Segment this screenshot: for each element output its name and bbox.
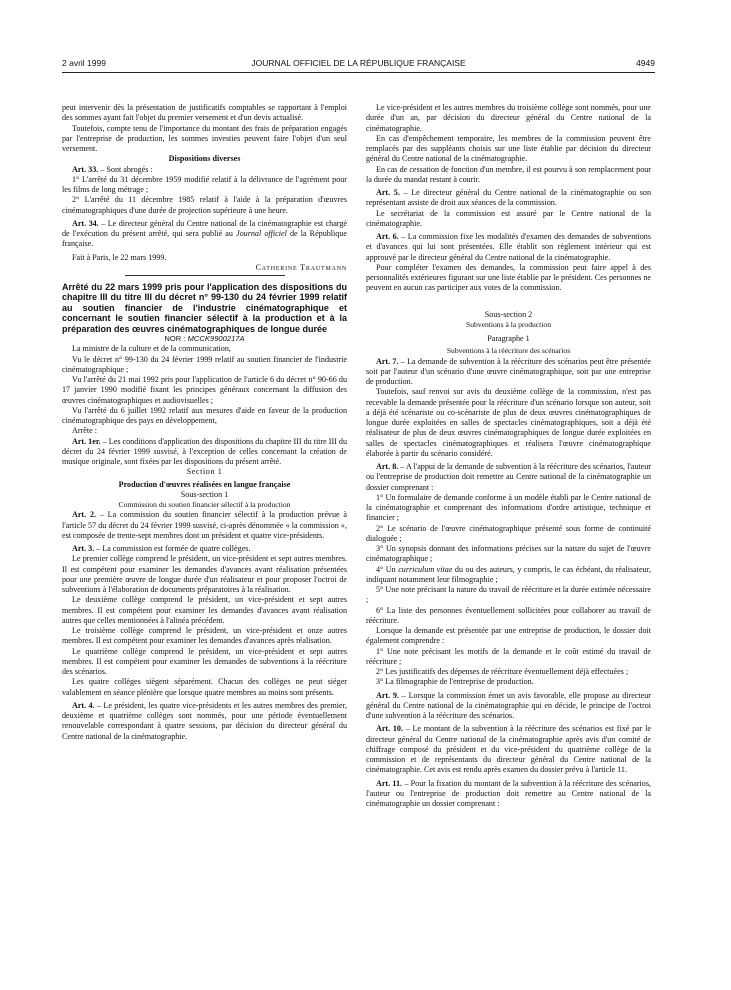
curriculum-vitae: curriculum vitae bbox=[398, 564, 453, 574]
divider bbox=[125, 275, 285, 276]
header-date: 2 avril 1999 bbox=[62, 58, 106, 68]
header-rule bbox=[62, 72, 655, 73]
list-item: 2° L'arrêté du 11 décembre 1985 relatif à l'aide à la préparation d'œuvres cinématographiques d'une durée de projection supérieure à une heure. bbox=[62, 195, 347, 215]
article-label: Art. 8. bbox=[376, 462, 399, 471]
paragraph: La ministre de la culture et de la communication, bbox=[72, 344, 231, 354]
article-8: Art. 8. – A l'appui de la demande de subvention à la réécriture des scénarios, l'auteur ou l'entreprise de production doit remettre au Centre national de la cinématographie un dossier comprenant : bbox=[366, 462, 651, 492]
article-6: Art. 6. – La commission fixe les modalités d'examen des demandes de subventions et d'avances qui lui sont présentées. Elle établit son règlement intérieur qui est approuvé par le directeur général du Centre national de la cinématographie. bbox=[366, 232, 652, 262]
list-item: 2° Les justificatifs des dépenses de réécriture éventuellement déjà effectuées ; bbox=[376, 667, 629, 676]
article-10: Art. 10. – Le montant de la subvention à la réécriture des scénarios est fixé par le directeur général du Centre national de la cinématographie après avis d'un comité de chiffrage composé du président et du vice-président du quatrième collège de la commission et de représentants du directeur général du Centre national de la cinématographie. Cet avis est rendu après examen du dossier prévu à l'article 11. bbox=[366, 724, 651, 775]
header-journal-title: JOURNAL OFFICIEL DE LA RÉPUBLIQUE FRANÇAISE bbox=[251, 58, 466, 68]
article-label: Art. 33. bbox=[72, 164, 99, 174]
signature: Catherine Trautmann bbox=[255, 262, 347, 272]
right-column bbox=[366, 103, 651, 809]
section-number: Section 1 bbox=[186, 467, 223, 477]
paragraph: peut intervenir dès la présentation de justificatifs comptables se rapportant à l'emploi des sommes ayant fait l'objet du premier versement et d'un devis actualisé. bbox=[62, 103, 347, 123]
list-item: 5° Une note précisant la nature du travail de réécriture et la durée estimée nécessaire ; bbox=[366, 585, 651, 605]
nor-reference: NOR : MCCK9900217A bbox=[164, 334, 245, 344]
article-2: Art. 2. – La commission du soutien financier sélectif à la production prévue à l'article 57 du décret du 24 février 1999 susvisé, ci-après dénommée « la commission », est composée de trente-sept membres dont un président et quatre vice-présidents. bbox=[62, 510, 348, 540]
paragraphe-number: Paragraphe 1 bbox=[487, 334, 530, 343]
article-11: Art. 11. – Pour la fixation du montant de la subvention à la réécriture des scénarios, l'auteur ou l'entreprise de production doit remettre au Centre national de la cinématographie un dossier comprenant : bbox=[366, 778, 651, 808]
list-item: 3° La filmographie de l'entreprise de production. bbox=[376, 677, 534, 687]
paragraph: Le vice-président et les autres membres du troisième collège sont nommés, pour une durée d'un an, par décision du directeur général du Centre national de la cinématographie. bbox=[366, 103, 651, 133]
article-7: Art. 7. – La demande de subvention à la réécriture des scénarios peut être présentée soit par l'auteur d'un scénario d'une œuvre cinématographique, soit par une entreprise de production. bbox=[366, 356, 652, 386]
list-item: 1° L'arrêté du 31 décembre 1959 modifié relatif à la délivrance de l'agrément pour les films de long métrage ; bbox=[62, 174, 347, 194]
article-label: Art. 5. bbox=[376, 188, 400, 197]
paragraph: Les quatre collèges siègent séparément. Chacun des collèges ne peut siéger valablement en séance plénière que lorsque quatre membres au moins sont présents. bbox=[62, 677, 347, 697]
paragraph: Pour compléter l'examen des demandes, la commission peut faire appel à des personnalités extérieures figurant sur une liste établie par le président. Ces personnes ne peuvent en aucun cas participer aux votes de la commission. bbox=[366, 262, 651, 293]
paragraphe-title: Subventions à la réécriture des scénarios bbox=[446, 346, 571, 356]
list-item: 1° Une note précisant les motifs de la demande et le coût estimé du travail de réécriture ; bbox=[366, 646, 651, 666]
fait-a-paris: Fait à Paris, le 22 mars 1999. bbox=[72, 252, 167, 262]
article-label: Art. 2. bbox=[72, 510, 97, 520]
subsection-number: Sous-section 1 bbox=[180, 489, 229, 499]
visa: Vu le décret n° 99-130 du 24 février 1999 relatif au soutien financier de l'industrie cinématographique ; bbox=[62, 354, 347, 374]
subsection-number: Sous-section 2 bbox=[484, 309, 533, 319]
article-4: Art. 4. – Le président, les quatre vice-présidents et les autres membres des premier, deuxième et quatrième collèges sont nommés, pour une période éventuellement renouvelable correspondant à quatre sessions, par décision du directeur général du Centre national de la cinématographie. bbox=[62, 700, 348, 741]
nor-code: MCCK9900217A bbox=[187, 334, 245, 344]
list-item: 1° Un formulaire de demande conforme à un modèle établi par le Centre national de la cinématographie et comprenant des informations d'ordre artistique, technique et financier ; bbox=[366, 492, 651, 523]
decree-title: Arrêté du 22 mars 1999 pris pour l'application des dispositions du chapitre III du titre III du décret n° 99-130 du 24 février 1999 relatif au soutien financier de l'industrie cinématographique et concernant le soutien financier sélectif à la production et à la préparation des œuvres cinématographiques de longue durée bbox=[62, 282, 347, 334]
list-item: 4° Un curriculum vitae du ou des auteurs, y compris, le cas échéant, du réalisateur, indiquant notamment leur filmographie ; bbox=[366, 564, 651, 584]
arrete: Arrête : bbox=[72, 426, 97, 436]
article-label: Art. 1er. bbox=[72, 436, 101, 446]
article-34: Art. 34. – Le directeur général du Centre national de la cinématographie est chargé de l'exécution du présent arrêté, qui sera publié au Journal officiel de la République française. bbox=[62, 218, 347, 249]
paragraph: En cas d'empêchement temporaire, les membres de la commission peuvent être remplacés par des suppléants choisis sur une liste établie par décision du directeur général du Centre national de la cinématographie. bbox=[366, 133, 651, 164]
subsection-title: Subventions à la production bbox=[466, 319, 551, 329]
article-label: Art. 4. bbox=[72, 700, 95, 710]
paragraph: Le premier collège comprend le président, un vice-président et sept autres membres. Il est compétent pour examiner les demandes d'avances avant réalisation présentées pour une première œuvre de longue durée d'un réalisateur et pour proposer l'octroi de subventions à l'élaboration de documents préparatoires à la réalisation. bbox=[62, 554, 347, 595]
visa: Vu l'arrêté du 6 juillet 1992 relatif aux mesures d'aide en faveur de la production cinématographique des pays en développement, bbox=[62, 405, 347, 426]
left-column bbox=[62, 103, 347, 742]
paragraph: Lorsque la demande est présentée par une entreprise de production, le dossier doit également comprendre : bbox=[366, 626, 651, 646]
list-item: 2° Le scénario de l'œuvre cinématographique présenté sous forme de continuité dialoguée ; bbox=[366, 523, 651, 543]
article-5: Art. 5. – Le directeur général du Centre national de la cinématographie ou son représentant assiste de droit aux séances de la commission. bbox=[366, 188, 651, 208]
subsection-title: Commission du soutien financier sélectif à la production bbox=[118, 500, 291, 510]
paragraph: Toutefois, compte tenu de l'importance du montant des frais de préparation engagés par l'entreprise de production, les sommes investies peuvent faire l'objet d'un seul versement. bbox=[62, 123, 347, 153]
article-1: Art. 1er. – Les conditions d'application des dispositions du chapitre III du titre III du décret du 24 février 1999 susvisé, à l'exception de celles concernant la création de musique originale, sont fixées par les dispositions du présent arrêté. bbox=[62, 436, 347, 467]
article-label: Art. 34. bbox=[72, 218, 99, 228]
paragraph: Le quatrième collège comprend le président, un vice-président et sept autres membres. Il est compétent pour examiner les demandes de subventions à la réécriture des scénarios. bbox=[62, 646, 347, 677]
paragraph: En cas de cessation de fonction d'un membre, il est pourvu à son remplacement pour la durée du mandat restant à courir. bbox=[366, 164, 651, 184]
section-title: Production d'œuvres réalisées en langue française bbox=[118, 479, 291, 489]
header-page-number: 4949 bbox=[636, 58, 655, 68]
paragraph: Le deuxième collège comprend le président, un vice-président et sept autres membres. Il est compétent pour examiner les demandes d'avances avant réalisation autres que celles mentionnées à l'alinéa précédent. bbox=[62, 595, 347, 625]
visa: Vu l'arrêté du 21 mai 1992 pris pour l'application de l'article 6 du décret n° 90-66 du 17 janvier 1990 modifié fixant les principes généraux concernant la diffusion des œuvres cinématographiques et audiovisuelles ; bbox=[62, 375, 347, 405]
article-label: Art. 11. bbox=[376, 778, 403, 788]
article-label: Art. 6. bbox=[376, 232, 399, 241]
page-header bbox=[62, 58, 655, 72]
list-item: 6° La liste des personnes éventuellement sollicitées pour collaborer au travail de réécriture. bbox=[366, 605, 651, 625]
journal-reference: Journal officiel bbox=[236, 229, 287, 238]
article-33: Art. 33. – Sont abrogés : bbox=[72, 164, 153, 174]
paragraph: Le troisième collège comprend le président, un vice-président et onze autres membres. Il est compétent pour examiner les demandes d'avances après réalisation. bbox=[62, 626, 347, 646]
paragraph: Toutefois, sauf renvoi sur avis du deuxième collège de la commission, n'est pas recevable la demande présentée pour la réécriture d'un scénario lorsque son auteur, soit a déjà été scénariste ou co-scénariste de plus de deux œuvres cinématographiques de longue durée exploitées en salles de spectacles cinématographiques, soit a déjà été réalisateur de plus de deux œuvres cinématographiques de longue durée exploitées en salles de spectacles cinématographiques et réalisera l'œuvre cinématographique élaborée à partir du scénario considéré. bbox=[366, 387, 651, 458]
list-item: 3° Un synopsis donnant des informations précises sur la nature du sujet de l'œuvre cinématographique ; bbox=[366, 544, 651, 564]
article-label: Art. 3. bbox=[72, 544, 95, 554]
paragraph: Le secrétariat de la commission est assuré par le Centre national de la cinématographie. bbox=[366, 208, 651, 228]
article-label: Art. 10. bbox=[376, 724, 403, 734]
article-label: Art. 9. bbox=[376, 690, 400, 700]
article-3: Art. 3. – La commission est formée de quatre collèges. bbox=[72, 544, 251, 554]
section-heading: Dispositions diverses bbox=[168, 154, 241, 164]
article-9: Art. 9. – Lorsque la commission émet un avis favorable, elle propose au directeur général du Centre national de la cinématographie qui en décide, le principe de l'octroi d'une subvention à la réécriture des scénarios. bbox=[366, 690, 652, 720]
article-label: Art. 7. bbox=[376, 356, 399, 366]
